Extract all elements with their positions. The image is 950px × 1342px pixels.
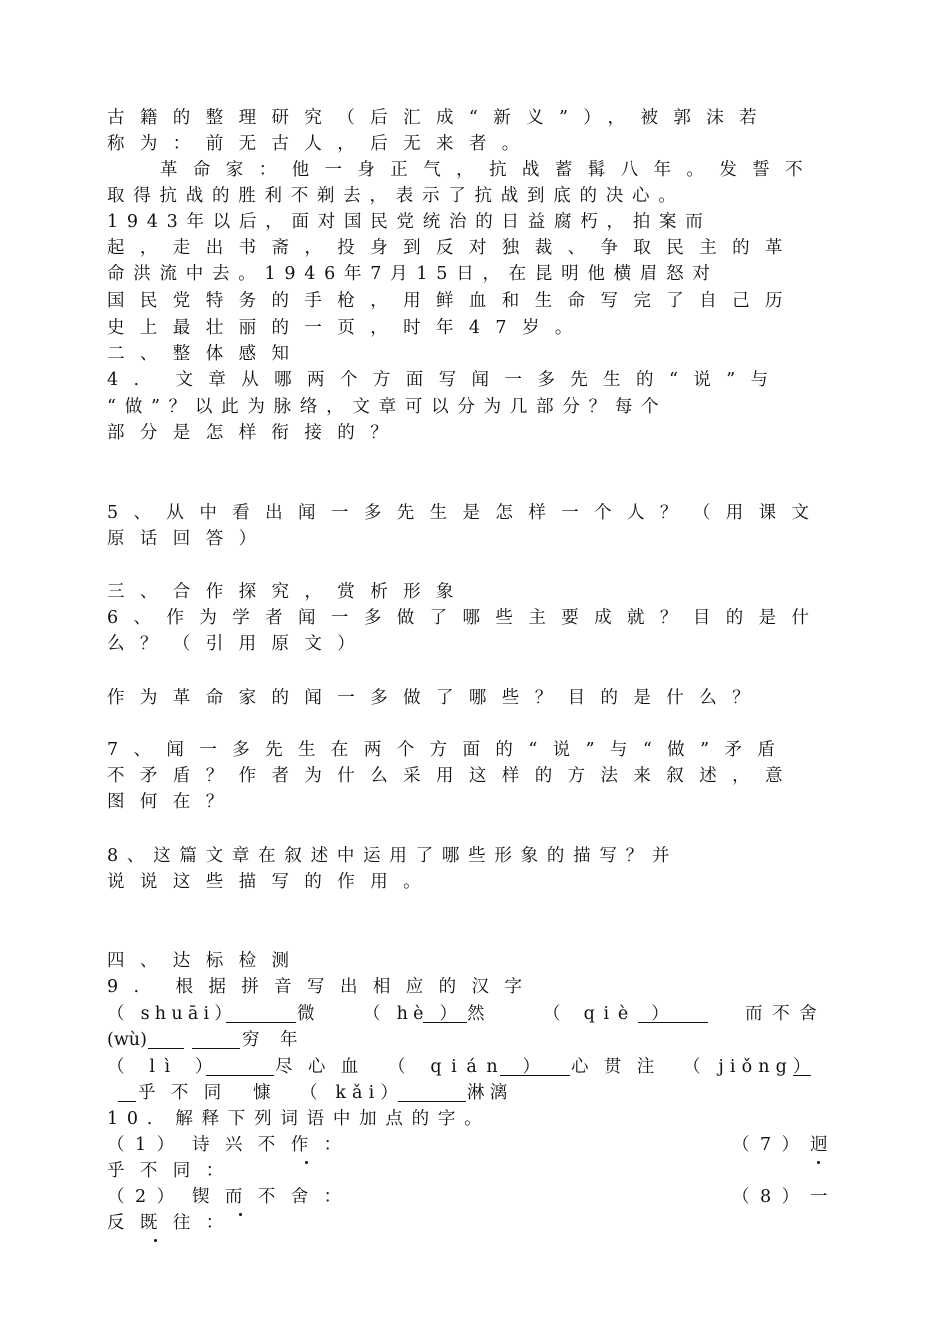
word-erbushe: 而不舍 bbox=[745, 1004, 827, 1024]
pinyin-jiong: （ jiǒng） bbox=[683, 1057, 817, 1077]
dotted-char: 作 bbox=[291, 1132, 324, 1158]
dotted-char: 既 bbox=[140, 1210, 173, 1236]
question-4-line-3: 部分是怎样衔接的？ bbox=[107, 423, 404, 443]
pinyin-wu: (wù) bbox=[107, 1030, 147, 1050]
item-1-term: 诗兴不作： bbox=[192, 1132, 357, 1158]
item-7-number: （7） bbox=[732, 1135, 810, 1155]
paragraph-line: 称为：前无古人，后无来者。 bbox=[107, 134, 535, 154]
item-2-term: 锲而不舍： bbox=[192, 1184, 357, 1210]
question-6-line-1: 6、作为学者闻一多做了哪些主要成就？目的是什 bbox=[107, 608, 825, 628]
answer-blank[interactable] bbox=[226, 1004, 296, 1023]
pinyin-li: （ lì ） bbox=[107, 1057, 223, 1077]
item-2-number: （2） bbox=[107, 1187, 185, 1207]
paragraph-line: 取得抗战的胜利不剃去，表示了抗战到底的决心。 bbox=[107, 186, 685, 206]
question-5-line-1: 5、从中看出闻一多先生是怎样一个人？（用课文 bbox=[107, 503, 825, 523]
answer-blank[interactable] bbox=[192, 1030, 240, 1049]
item-1-number: （1） bbox=[107, 1135, 185, 1155]
question-8-line-1: 8、这篇文章在叙述中运用了哪些形象的描写？并 bbox=[107, 846, 679, 866]
word-jinxinxue: 尽心血 bbox=[275, 1057, 374, 1077]
question-6-line-2: 么？（引用原文） bbox=[107, 634, 371, 654]
pinyin-qie: （ qiè ） bbox=[543, 1004, 678, 1024]
word-linli: 淋漓 bbox=[467, 1083, 513, 1103]
word-qiong: 穷 bbox=[242, 1030, 260, 1050]
question-9-title: 9. 根据拼音写出相应的汉字 bbox=[107, 977, 538, 997]
item-8-term-cont: 反既往： bbox=[107, 1210, 239, 1236]
word-wei: 微 bbox=[297, 1004, 315, 1024]
item-8-term: 一 bbox=[810, 1187, 828, 1207]
paragraph-line: 古籍的整理研究（后汇成“新义”），被郭沫若 bbox=[107, 108, 773, 128]
paragraph-line: 史上最壮丽的一页，时年47岁。 bbox=[107, 318, 588, 338]
word-hubutong: 乎不同 bbox=[138, 1083, 237, 1103]
pinyin-shuai: （ shuāi） bbox=[107, 1004, 238, 1024]
answer-blank[interactable] bbox=[206, 1057, 274, 1076]
paragraph-line: 革命家：他一身正气，抗战蓄髯八年。发誓不 bbox=[160, 160, 818, 180]
word-ran: 然 bbox=[467, 1004, 485, 1024]
word-xinguanzhu: 心贯注 bbox=[571, 1057, 670, 1077]
paragraph-line: 命洪流中去。1946年7月15日，在昆明他横眉怒对 bbox=[107, 264, 719, 284]
answer-blank[interactable] bbox=[638, 1004, 708, 1023]
answer-blank[interactable] bbox=[398, 1083, 466, 1102]
answer-blank[interactable] bbox=[500, 1057, 570, 1076]
word-nian: 年 bbox=[280, 1030, 298, 1050]
item-8-number: （8） bbox=[732, 1187, 810, 1207]
section-heading: 四、达标检测 bbox=[107, 951, 305, 971]
section-heading: 二、整体感知 bbox=[107, 344, 305, 364]
paragraph-line: 1943年以后，面对国民党统治的日益腐朽，拍案而 bbox=[107, 212, 712, 232]
pinyin-kai: （ kǎi） bbox=[300, 1083, 404, 1103]
question-6-line-3: 作为革命家的闻一多做了哪些？目的是什么？ bbox=[107, 688, 765, 708]
section-heading: 三、合作探究，赏析形象 bbox=[107, 582, 469, 602]
answer-blank[interactable] bbox=[793, 1057, 811, 1076]
item-7-dotted-char: 迥 bbox=[810, 1132, 828, 1158]
question-10-title: 10. 解释下列词语中加点的字。 bbox=[107, 1109, 491, 1129]
question-5-line-2: 原话回答） bbox=[107, 529, 272, 549]
word-kang: 慷 bbox=[253, 1083, 271, 1103]
pinyin-qian: （ qián ） bbox=[388, 1057, 550, 1077]
dotted-char: 而 bbox=[225, 1184, 258, 1210]
pinyin-he: （ hè ） bbox=[363, 1004, 463, 1024]
question-8-line-2: 说说这些描写的作用。 bbox=[107, 872, 436, 892]
item-7-term-cont: 乎不同： bbox=[107, 1161, 239, 1181]
question-7-line-3: 图何在？ bbox=[107, 792, 239, 812]
paragraph-line: 起，走出书斋，投身到反对独裁、争取民主的革 bbox=[107, 238, 798, 258]
question-7-line-2: 不矛盾？作者为什么采用这样的方法来叙述，意 bbox=[107, 766, 798, 786]
answer-blank[interactable] bbox=[423, 1004, 467, 1023]
question-4-line-1: 4. 文章从哪两个方面写闻一多先生的“说”与 bbox=[107, 370, 784, 390]
answer-blank[interactable] bbox=[118, 1083, 136, 1102]
question-7-line-1: 7、闻一多先生在两个方面的“说”与“做”矛盾 bbox=[107, 740, 791, 760]
question-4-line-2: “做”？以此为脉络，文章可以分为几部分？每个 bbox=[107, 397, 668, 417]
paragraph-line: 国民党特务的手枪，用鲜血和生命写完了自己历 bbox=[107, 291, 798, 311]
answer-blank[interactable] bbox=[148, 1030, 184, 1049]
